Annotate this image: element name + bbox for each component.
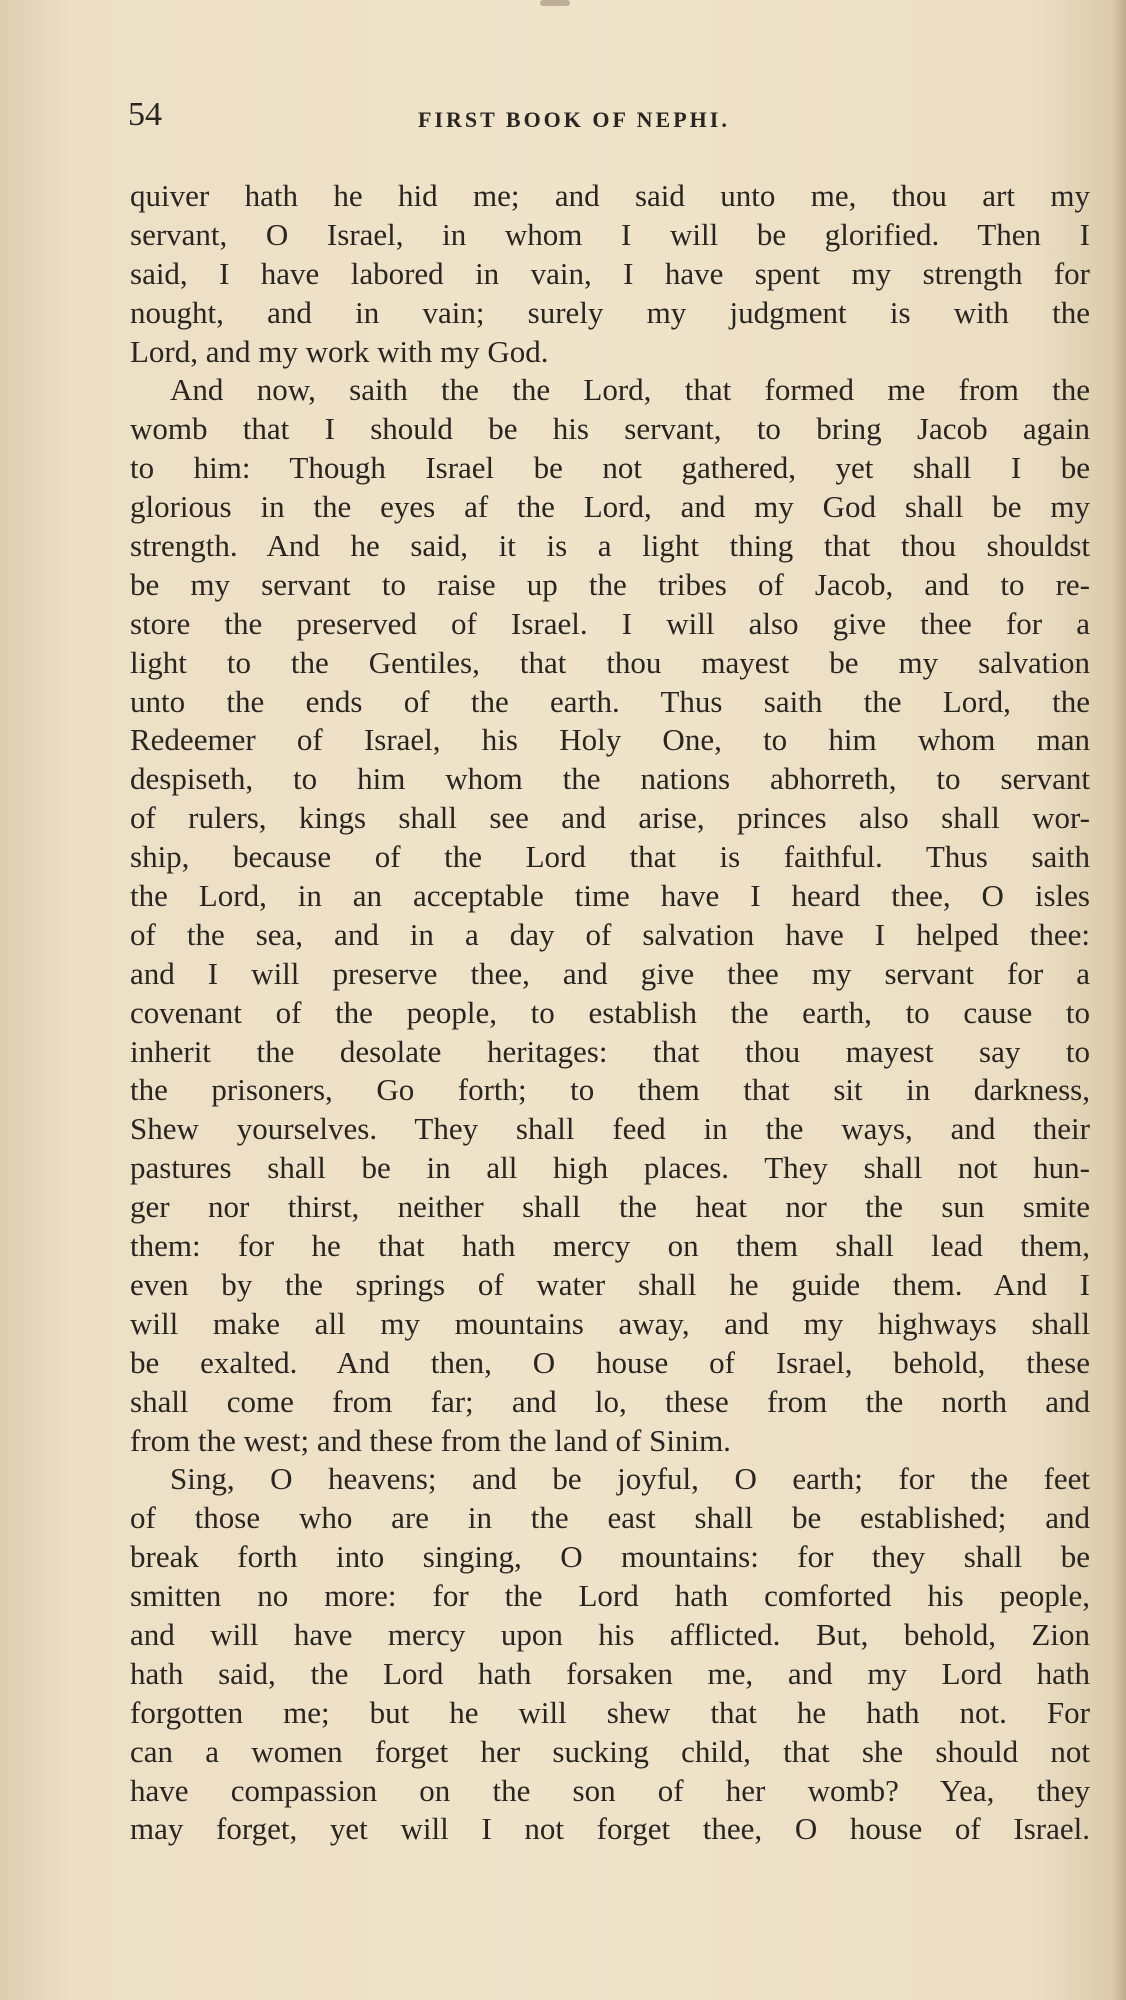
text-line: nought, and in vain; surely my judgment is with the (130, 294, 1090, 330)
text-line: smitten no more: for the Lord hath comforted his people, (130, 1578, 1090, 1614)
text-line: ger nor thirst, neither shall the heat nor the sun smite (130, 1189, 1090, 1225)
running-head (128, 96, 1088, 136)
text-line: quiver hath he hid me; and said unto me, thou art my (130, 178, 1090, 213)
text-line: of those who are in the east shall be established; and (130, 1500, 1090, 1536)
book-title: FIRST BOOK OF NEPHI. (418, 107, 730, 132)
text-line: be exalted. And then, O house of Israel, behold, these (130, 1344, 1090, 1380)
text-line: to him: Though Israel be not gathered, yet shall I be (130, 450, 1090, 486)
text-line: be my servant to raise up the tribes of Jacob, and to re- (130, 566, 1090, 602)
text-line: will make all my mountains away, and my highways shall (130, 1305, 1090, 1341)
text-line: of rulers, kings shall see and arise, princes also shall wor- (130, 800, 1090, 836)
text-line: Lord, and my work with my God. (130, 333, 549, 369)
page-number: 54 (128, 96, 162, 133)
text-line: and will have mercy upon his afflicted. But, behold, Zion (130, 1616, 1090, 1652)
text-line: can a women forget her sucking child, that she should not (130, 1733, 1090, 1769)
text-line: the prisoners, Go forth; to them that sit in darkness, (130, 1072, 1090, 1108)
text-line: womb that I should be his servant, to bring Jacob again (130, 411, 1090, 447)
text-line: them: for he that hath mercy on them shall lead them, (130, 1228, 1090, 1264)
text-line: from the west; and these from the land of Sinim. (130, 1422, 731, 1458)
text-line: servant, O Israel, in whom I will be glorified. Then I (130, 216, 1090, 252)
text-line: light to the Gentiles, that thou mayest be my salvation (130, 644, 1090, 680)
text-line: said, I have labored in vain, I have spent my strength for (130, 255, 1090, 291)
text-line: and I will preserve thee, and give thee my servant for a (130, 955, 1090, 991)
text-line: store the preserved of Israel. I will also give thee for a (130, 605, 1090, 641)
text-line: Sing, O heavens; and be joyful, O earth; for the feet (170, 1461, 1090, 1497)
text-line: And now, saith the the Lord, that formed me from the (170, 372, 1090, 408)
text-line: forgotten me; but he will shew that he hath not. For (130, 1694, 1090, 1730)
paper-stain (540, 0, 570, 6)
text-line: of the sea, and in a day of salvation have I helped thee: (130, 916, 1090, 952)
text-line: Shew yourselves. They shall feed in the ways, and their (130, 1111, 1090, 1147)
text-line: Redeemer of Israel, his Holy One, to him whom man (130, 722, 1090, 758)
text-line: ship, because of the Lord that is faithful. Thus saith (130, 839, 1090, 875)
text-line: may forget, yet will I not forget thee, O house of Israel. (130, 1811, 1090, 1847)
text-line: inherit the desolate heritages: that thou mayest say to (130, 1033, 1090, 1069)
text-line: break forth into singing, O mountains: for they shall be (130, 1539, 1090, 1575)
text-line: glorious in the eyes af the Lord, and my God shall be my (130, 489, 1090, 525)
text-line: even by the springs of water shall he guide them. And I (130, 1266, 1090, 1302)
text-line: unto the ends of the earth. Thus saith the Lord, the (130, 683, 1090, 719)
text-line: covenant of the people, to establish the earth, to cause to (130, 994, 1090, 1030)
text-line: have compassion on the son of her womb? Yea, they (130, 1772, 1090, 1808)
text-line: strength. And he said, it is a light thing that thou shouldst (130, 528, 1090, 564)
body-text (130, 177, 1090, 1849)
page-edge-shadow (1112, 0, 1126, 2000)
text-line: hath said, the Lord hath forsaken me, and my Lord hath (130, 1655, 1090, 1691)
text-line: the Lord, in an acceptable time have I heard thee, O isles (130, 878, 1090, 914)
text-line: pastures shall be in all high places. They shall not hun- (130, 1150, 1090, 1186)
text-line: despiseth, to him whom the nations abhorreth, to servant (130, 761, 1090, 797)
text-line: shall come from far; and lo, these from the north and (130, 1383, 1090, 1419)
